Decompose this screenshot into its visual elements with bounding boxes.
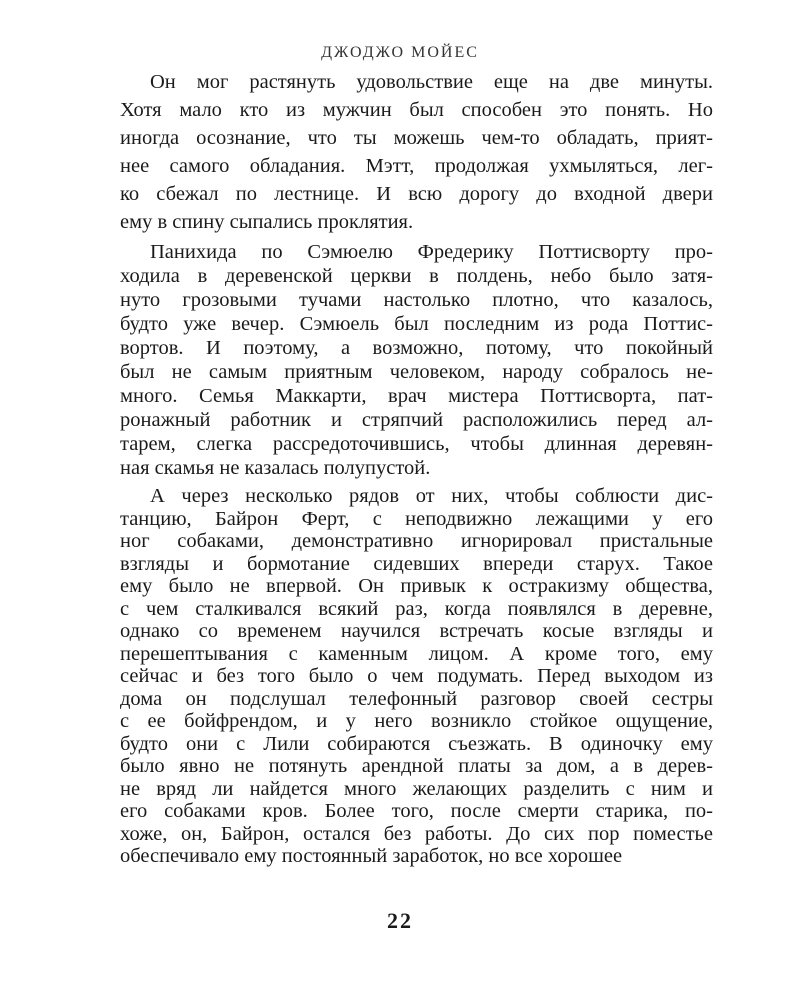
text-line: было явно не потянуть арендной платы за дом, а в дерев- xyxy=(120,755,713,777)
text-line: сейчас и без того было о чем подумать. Перед выходом из xyxy=(120,665,713,687)
text-line: взгляды и бормотание сидевших впереди старух. Такое xyxy=(120,552,713,575)
text-line: Хотя мало кто из мужчин был способен это понять. Но xyxy=(120,99,713,121)
text-line: ронажный работник и стряпчий расположились перед ал- xyxy=(120,409,713,431)
text-line: не вряд ли найдется много желающих разделить с ним и xyxy=(120,777,713,800)
text-line: ная скамья не казалась полупустой. xyxy=(120,457,431,479)
text-line: однако со временем научился встречать косые взгляды и xyxy=(120,620,713,642)
paragraph xyxy=(120,240,713,480)
text-line: будто они с Лили собираются съезжать. В одиночку ему xyxy=(120,732,713,755)
text-line: Панихида по Сэмюелю Фредерику Поттисворту про- xyxy=(150,241,713,263)
text-line: дома он подслушал телефонный разговор своей сестры xyxy=(120,687,713,710)
text-line: обеспечивало ему постоянный заработок, но все хорошее xyxy=(120,845,623,867)
text-line: нее самого обладания. Мэтт, продолжая ухмыляться, лег- xyxy=(120,155,713,177)
text-line: вортов. И поэтому, а возможно, потому, что покойный xyxy=(120,337,713,359)
text-line: ног собаками, демонстративно игнорировал пристальные xyxy=(120,530,713,552)
text-line: много. Семья Маккарти, врач мистера Поттисворта, пат- xyxy=(120,385,713,407)
running-header-author: ДЖОДЖО МОЙЕС xyxy=(321,44,479,61)
text-line: танцию, Байрон Ферт, с неподвижно лежащими у его xyxy=(120,507,713,530)
text-line: ко сбежал по лестнице. И всю дорогу до входной двери xyxy=(120,183,713,205)
text-line: ему в спину сыпались проклятия. xyxy=(120,211,414,233)
text-line: ему было не впервой. Он привык к остракизму общества, xyxy=(120,575,713,597)
text-line: тарем, слегка рассредоточившись, чтобы длинная деревян- xyxy=(120,433,713,455)
text-line: перешептывания с каменным лицом. А кроме того, ему xyxy=(120,642,713,665)
text-line: нуто грозовыми тучами настолько плотно, что казалось, xyxy=(120,289,713,311)
text-line: хоже, он, Байрон, остался без работы. До сих пор поместье xyxy=(120,822,713,845)
paragraph xyxy=(120,68,713,236)
text-line: был не самым приятным человеком, народу собралось не- xyxy=(120,361,713,383)
text-line: с ее бойфрендом, и у него возникло стойкое ощущение, xyxy=(120,710,713,732)
text-line: будто уже вечер. Сэмюель был последним из рода Поттис- xyxy=(120,313,713,335)
text-line: А через несколько рядов от них, чтобы соблюсти дис- xyxy=(150,485,713,507)
text-line: с чем сталкивался всякий раз, когда появлялся в деревне, xyxy=(120,597,713,620)
text-line: Он мог растянуть удовольствие еще на две минуты. xyxy=(150,71,713,93)
text-line: ходила в деревенской церкви в полдень, небо было затя- xyxy=(120,265,713,287)
page-number: 22 xyxy=(387,908,413,933)
paragraph xyxy=(120,485,713,868)
text-line: его собаками кров. Более того, после смерти старика, по- xyxy=(120,800,713,822)
text-line: иногда осознание, что ты можешь чем-то обладать, прият- xyxy=(120,127,713,149)
